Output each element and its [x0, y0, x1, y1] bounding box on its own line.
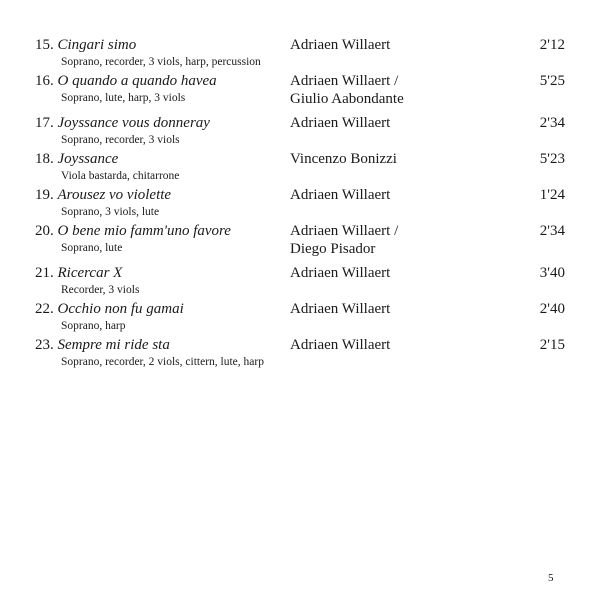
track-composer-secondary: Diego Pisador: [290, 241, 376, 257]
track-scoring: Soprano, recorder, 3 viols: [61, 134, 180, 146]
track-item: [35, 72, 565, 108]
track-scoring: Soprano, recorder, 3 viols, harp, percussion: [61, 56, 261, 68]
track-duration: 5'25: [539, 73, 565, 89]
track-number: 21.: [35, 265, 54, 281]
track-title: Occhio non fu gamai: [57, 301, 184, 317]
track-number: 23.: [35, 337, 54, 353]
track-item: [35, 222, 565, 258]
track-composer: Adriaen Willaert: [290, 187, 391, 203]
track-title: Sempre mi ride sta: [57, 337, 170, 353]
track-number: 20.: [35, 223, 54, 239]
track-duration: 1'24: [539, 187, 565, 203]
track-title: O bene mio famm'uno favore: [57, 223, 231, 239]
page-number: 5: [548, 572, 554, 584]
track-number: 17.: [35, 115, 54, 131]
track-title: Joyssance: [57, 151, 119, 167]
track-duration: 3'40: [539, 265, 565, 281]
track-item: [35, 186, 565, 216]
track-item: [35, 264, 565, 294]
track-composer: Adriaen Willaert: [290, 37, 391, 53]
track-duration: 2'15: [539, 337, 565, 353]
track-scoring: Recorder, 3 viols: [61, 284, 140, 296]
track-item: [35, 114, 565, 144]
track-composer: Adriaen Willaert /: [290, 73, 399, 89]
track-scoring: Soprano, lute, harp, 3 viols: [61, 92, 186, 104]
track-scoring: Soprano, 3 viols, lute: [61, 206, 160, 218]
track-number: 15.: [35, 37, 54, 53]
track-item: [35, 336, 565, 366]
track-scoring: Soprano, lute: [61, 242, 123, 254]
track-list: [35, 36, 565, 372]
track-number: 18.: [35, 151, 54, 167]
track-number: 16.: [35, 73, 54, 89]
track-composer: Adriaen Willaert /: [290, 223, 399, 239]
track-title: Ricercar X: [57, 265, 123, 281]
track-item: [35, 36, 565, 66]
track-composer-secondary: Giulio Aabondante: [290, 91, 404, 107]
track-composer: Adriaen Willaert: [290, 115, 391, 131]
track-composer: Adriaen Willaert: [290, 337, 391, 353]
track-duration: 2'12: [539, 37, 565, 53]
track-item: [35, 300, 565, 330]
track-number: 19.: [35, 187, 54, 203]
track-item: [35, 150, 565, 180]
track-composer: Adriaen Willaert: [290, 301, 391, 317]
track-title: O quando a quando havea: [57, 73, 217, 89]
track-duration: 5'23: [539, 151, 565, 167]
track-title: Cingari simo: [57, 37, 137, 53]
track-duration: 2'34: [539, 223, 565, 239]
track-scoring: Soprano, recorder, 2 viols, cittern, lute, harp: [61, 356, 264, 368]
track-composer: Adriaen Willaert: [290, 265, 391, 281]
track-scoring: Viola bastarda, chitarrone: [61, 170, 180, 182]
track-title: Arousez vo violette: [57, 187, 172, 203]
track-number: 22.: [35, 301, 54, 317]
track-duration: 2'34: [539, 115, 565, 131]
track-composer: Vincenzo Bonizzi: [290, 151, 397, 167]
track-duration: 2'40: [539, 301, 565, 317]
track-scoring: Soprano, harp: [61, 320, 126, 332]
track-title: Joyssance vous donneray: [57, 115, 210, 131]
